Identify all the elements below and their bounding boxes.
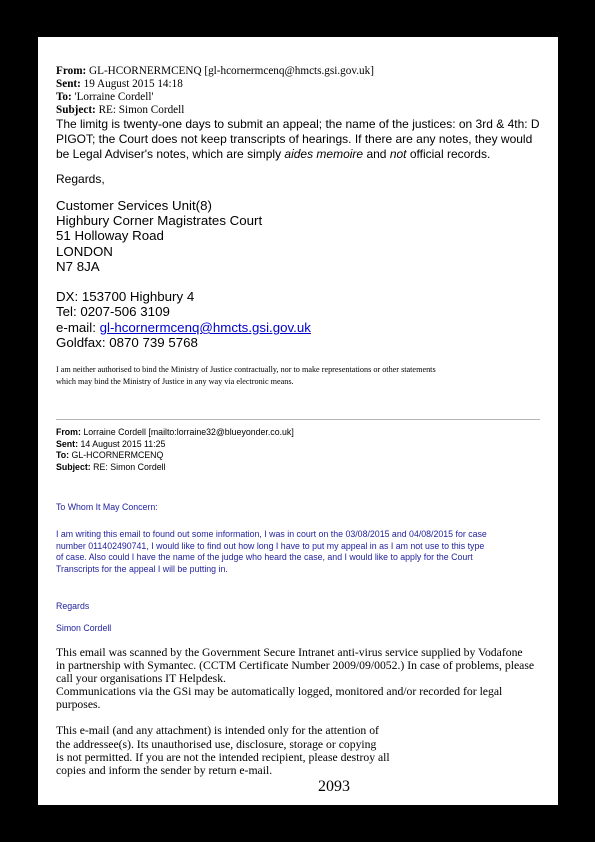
sent-value: 19 August 2015 14:18 xyxy=(83,78,183,90)
email1-subject-row xyxy=(56,104,184,117)
subject-value: RE: Simon Cordell xyxy=(93,462,166,472)
body-text: be Legal Adviser's notes, which are simply xyxy=(56,147,285,161)
email2-sent-row xyxy=(56,439,165,450)
signature-unit: Customer Services Unit(8) xyxy=(56,198,212,213)
email-link[interactable]: gl-hcornermcenq@hmcts.gsi.gov.uk xyxy=(99,320,311,335)
email2-body-line: I am writing this email to found out some information, I was in court on the 03/08/2015 and 04/08/2015 for case xyxy=(56,529,487,539)
signature-goldfax: Goldfax: 0870 739 5768 xyxy=(56,335,198,350)
body-text: and xyxy=(363,147,390,161)
scan-notice-line: This email was scanned by the Government Secure Intranet anti-virus service supplied by Vodafone xyxy=(56,646,523,659)
email2-greeting: To Whom It May Concern: xyxy=(56,502,158,512)
email2-name: Simon Cordell xyxy=(56,623,112,633)
email2-to-row xyxy=(56,450,163,461)
confidentiality-notice-line: This e-mail (and any attachment) is intended only for the attention of xyxy=(56,724,379,737)
confidentiality-notice-line: copies and inform the sender by return e-mail. xyxy=(56,764,273,777)
email2-subject-row xyxy=(56,462,166,473)
signature-court: Highbury Corner Magistrates Court xyxy=(56,213,263,228)
email2-from-row xyxy=(56,427,294,438)
sent-value: 14 August 2015 11:25 xyxy=(80,439,166,449)
monitor-notice-line: purposes. xyxy=(56,698,101,711)
from-label: From: xyxy=(56,427,81,437)
email1-to-row xyxy=(56,91,153,104)
email1-sent-row xyxy=(56,78,183,91)
email1-body-line: PIGOT; the Court does not keep transcripts of hearings. If there are any notes, they would xyxy=(56,132,533,146)
to-value: 'Lorraine Cordell' xyxy=(74,91,154,103)
page-number: 2093 xyxy=(318,778,350,795)
from-value: Lorraine Cordell [mailto:lorraine32@blueyonder.co.uk] xyxy=(83,427,294,437)
body-italic: aides memoire xyxy=(284,147,364,161)
disclaimer-line: I am neither authorised to bind the Ministry of Justice contractually, nor to make representations or other statements xyxy=(56,365,436,374)
sent-label: Sent: xyxy=(56,78,81,90)
email2-regards: Regards xyxy=(56,601,90,611)
from-value: GL-HCORNERMCENQ [gl-hcornermcenq@hmcts.gsi.gov.uk] xyxy=(89,65,374,77)
to-label: To: xyxy=(56,91,72,103)
signature-email-row xyxy=(56,320,311,335)
signature-dx: DX: 153700 Highbury 4 xyxy=(56,289,195,304)
to-value: GL-HCORNERMCENQ xyxy=(71,450,164,460)
email1-body-line: The limitg is twenty-one days to submit an appeal; the name of the justices: on 3rd & 4th: D xyxy=(56,117,540,131)
body-italic: not xyxy=(389,147,407,161)
email-label: e-mail: xyxy=(56,320,100,335)
scan-notice-line: call your organisations IT Helpdesk. xyxy=(56,672,226,685)
divider xyxy=(56,419,540,420)
signature-postcode: N7 8JA xyxy=(56,259,100,274)
email1-body-line xyxy=(56,147,490,162)
monitor-notice-line: Communications via the GSi may be automatically logged, monitored and/or recorded for legal xyxy=(56,685,503,698)
subject-label: Subject: xyxy=(56,462,91,472)
confidentiality-notice-line: is not permitted. If you are not the intended recipient, please destroy all xyxy=(56,751,390,764)
email1-from-row xyxy=(56,65,374,78)
email2-body-line: of case. Also could I have the name of the judge who heard the case, and I would like to apply for the Court xyxy=(56,552,473,562)
from-label: From: xyxy=(56,65,87,77)
sent-label: Sent: xyxy=(56,439,78,449)
disclaimer-line: which may bind the Ministry of Justice in any way via electronic means. xyxy=(56,377,294,386)
body-text: official records. xyxy=(406,147,491,161)
signature-tel: Tel: 0207-506 3109 xyxy=(56,304,170,319)
scan-notice-line: in partnership with Symantec. (CCTM Certificate Number 2009/09/0052.) In case of problems, please xyxy=(56,659,535,672)
subject-value: RE: Simon Cordell xyxy=(98,104,185,116)
email1-regards: Regards, xyxy=(56,172,105,186)
confidentiality-notice-line: the addressee(s). Its unauthorised use, disclosure, storage or copying xyxy=(56,738,377,751)
email2-body-line: Transcripts for the appeal I will be putting in. xyxy=(56,564,228,574)
to-label: To: xyxy=(56,450,70,460)
document-page xyxy=(38,37,558,805)
signature-street: 51 Holloway Road xyxy=(56,228,164,243)
email2-body-line: number 011402490741, I would like to find out how long I have to put my appeal in as I am not use to this type xyxy=(56,541,485,551)
signature-city: LONDON xyxy=(56,244,113,259)
subject-label: Subject: xyxy=(56,104,96,116)
